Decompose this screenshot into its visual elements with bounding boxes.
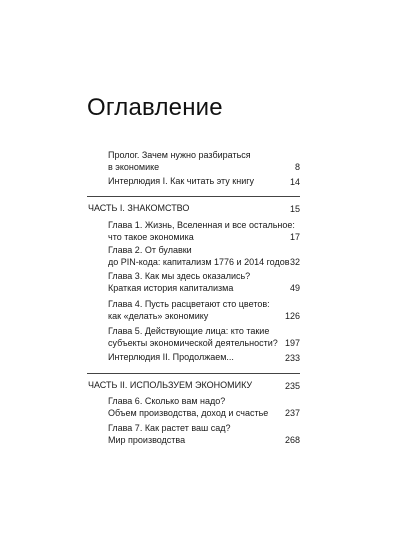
entry-label-line-2: в экономике (108, 161, 160, 172)
toc-entry-chapter-7[interactable] (108, 423, 300, 446)
entry-page-number: 8 (294, 161, 300, 172)
toc-entry-chapter-6[interactable] (108, 396, 300, 419)
entry-page-number: 17 (289, 231, 300, 242)
toc-entry-chapter-2[interactable] (108, 245, 300, 268)
entry-label-line-2: Мир производства (108, 434, 186, 445)
entry-page-number: 233 (284, 352, 300, 363)
part-label: ЧАСТЬ II. ИСПОЛЬЗУЕМ ЭКОНОМИКУ (88, 380, 253, 390)
entry-label-line-1: Глава 2. От булавки (108, 245, 192, 255)
toc-entry-chapter-4[interactable] (108, 299, 300, 322)
page-title: Оглавление (87, 94, 223, 121)
part-page-number: 15 (289, 203, 300, 214)
entry-label-line-2: как «делать» экономику (108, 310, 209, 321)
entry-label-line-1: Глава 5. Действующие лица: кто такие (108, 326, 270, 336)
toc-part-1[interactable] (88, 203, 300, 215)
part-divider (87, 196, 300, 197)
entry-label-line-1: Глава 3. Как мы здесь оказались? (108, 271, 251, 281)
entry-page-number: 197 (284, 337, 300, 348)
entry-label-line-1: Пролог. Зачем нужно разбираться (108, 150, 251, 160)
entry-label-line-2: субъекты экономической деятельности? (108, 337, 278, 348)
entry-label-line-2: до PIN-кода: капитализм 1776 и 2014 годов (108, 256, 290, 267)
toc-entry-chapter-1[interactable] (108, 220, 300, 243)
part-divider (87, 373, 300, 374)
entry-label-line-1: Интерлюдия I. Как читать эту книгу (108, 176, 254, 186)
entry-label-line-2: что такое экономика (108, 231, 194, 242)
entry-label-line-1: Глава 7. Как растет ваш сад? (108, 423, 231, 433)
toc-entry-chapter-3[interactable] (108, 271, 300, 294)
part-page-number: 235 (284, 380, 300, 391)
entry-label-line-1: Глава 4. Пусть расцветают сто цветов: (108, 299, 270, 309)
entry-label-line-1: Глава 6. Сколько вам надо? (108, 396, 226, 406)
toc-entry-chapter-5[interactable] (108, 326, 300, 349)
entry-page-number: 268 (284, 434, 300, 445)
entry-label-line-2: Объем производства, доход и счастье (108, 407, 269, 418)
entry-label-line-1: Глава 1. Жизнь, Вселенная и все остальное: (108, 220, 295, 230)
part-label: ЧАСТЬ I. ЗНАКОМСТВО (88, 203, 190, 213)
toc-entry-interlude-1[interactable] (108, 176, 300, 188)
entry-page-number: 32 (289, 256, 300, 267)
toc-part-2[interactable] (88, 380, 300, 392)
entry-label-line-2: Краткая история капитализма (108, 282, 234, 293)
entry-page-number: 49 (289, 282, 300, 293)
entry-page-number: 126 (284, 310, 300, 321)
entry-label-line-1: Интерлюдия II. Продолжаем... (108, 352, 234, 362)
entry-page-number: 14 (289, 176, 300, 187)
toc-entry-interlude-2[interactable] (108, 352, 300, 364)
entry-page-number: 237 (284, 407, 300, 418)
toc-entry-prologue[interactable] (108, 150, 300, 173)
